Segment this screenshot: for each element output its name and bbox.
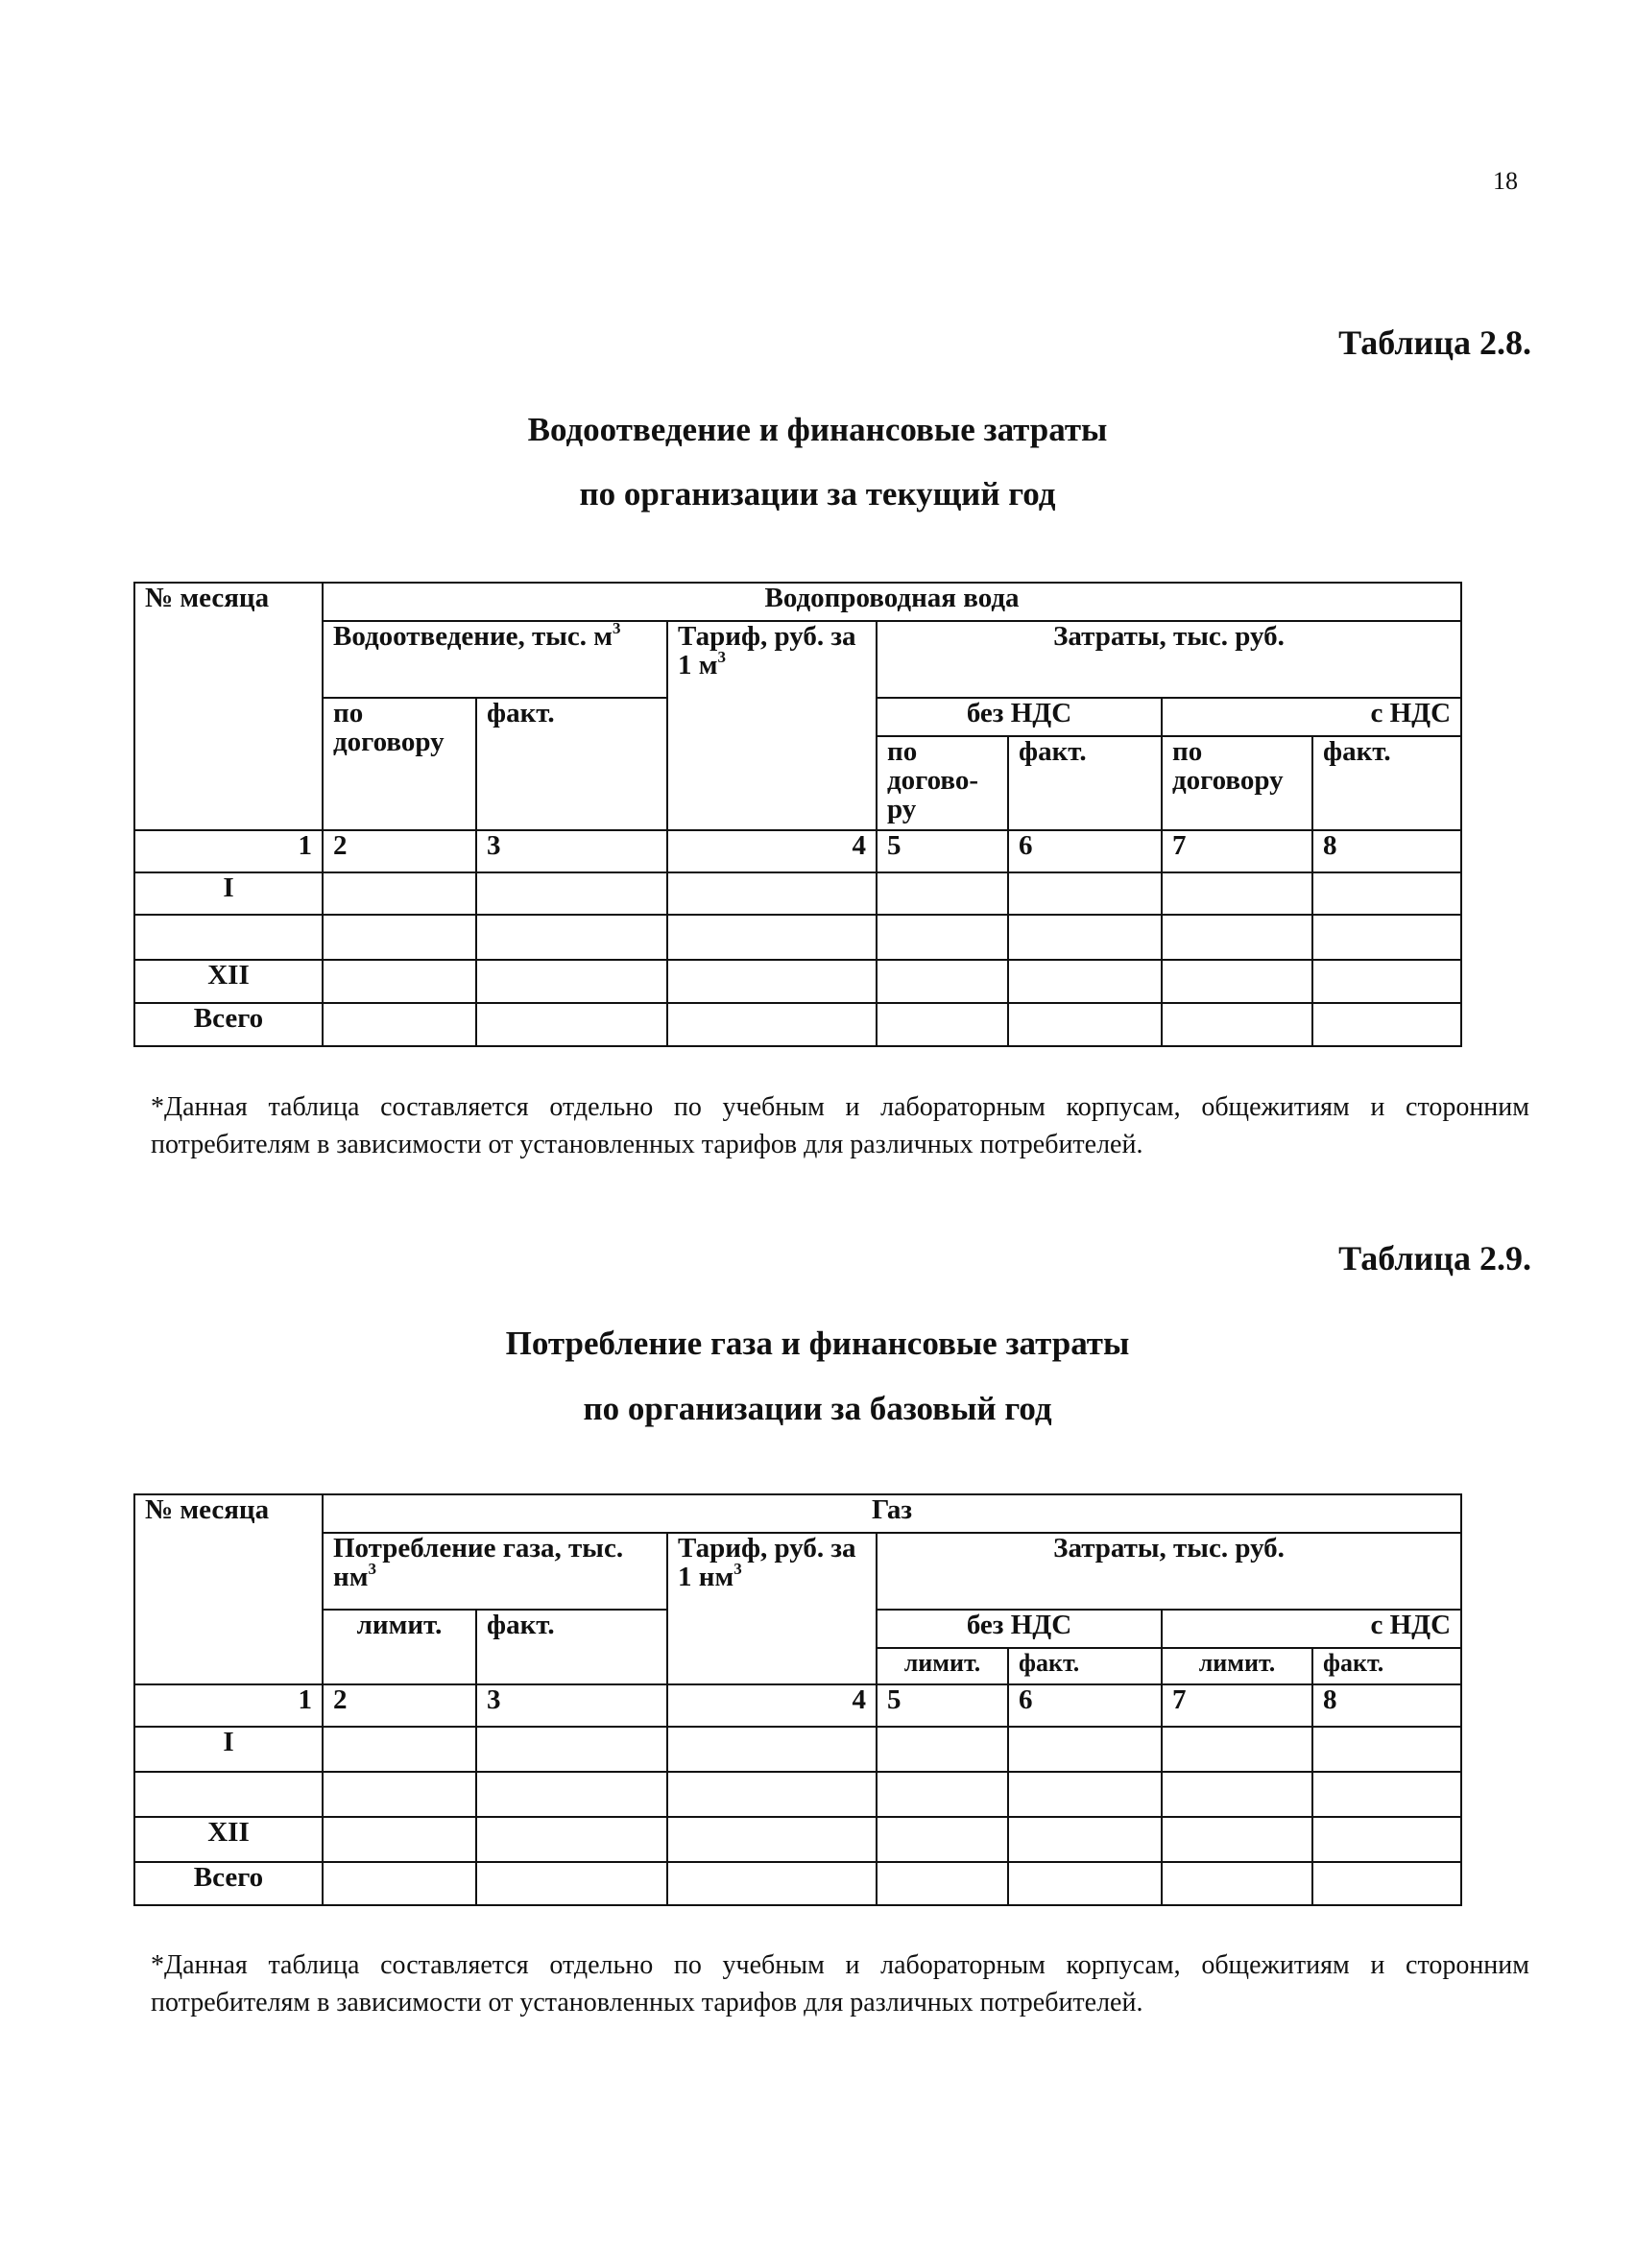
month-cell: XII (134, 960, 323, 1003)
month-cell: XII (134, 1817, 323, 1862)
data-cell (667, 1772, 877, 1817)
table-row (134, 872, 1461, 915)
data-cell (1162, 872, 1312, 915)
table-2-8-footnote: *Данная таблица составляется отдельно по учебным и лабораторным корпусам, общежитиям и сторонним потребителям в зависимости от установленных тарифов для различных потребителей. (151, 1092, 1529, 1159)
data-cell (1008, 1862, 1162, 1905)
costs-header: Затраты, тыс. руб. (877, 1533, 1461, 1610)
month-cell: I (134, 1727, 323, 1772)
column-number: 7 (1162, 830, 1312, 872)
table-row (134, 1817, 1461, 1862)
data-cell (667, 1727, 877, 1772)
data-cell (1008, 1817, 1162, 1862)
table-2-9-title-line1: Потребление газа и финансовые затраты (505, 1325, 1130, 1362)
data-cell (877, 1727, 1008, 1772)
data-cell (323, 1817, 476, 1862)
with-vat-fact-header: факт. (1312, 736, 1461, 830)
data-cell (1312, 915, 1461, 960)
costs-no-vat-header: без НДС (877, 698, 1162, 736)
table-2-8-title-line2: по организации за текущий год (579, 475, 1056, 513)
data-cell (476, 1817, 667, 1862)
total-cell: Всего (134, 1003, 323, 1046)
data-cell (476, 1862, 667, 1905)
column-number-row (134, 1684, 1461, 1727)
column-number: 6 (1008, 1684, 1162, 1727)
data-cell (1312, 1817, 1461, 1862)
table-row-total (134, 1003, 1461, 1046)
data-cell (476, 960, 667, 1003)
water-disposal-volume-header: Водоотведение, тыс. $м^3$ (323, 621, 667, 698)
table-2-9-footnote: *Данная таблица составляется отдельно по учебным и лабораторным корпусам, общежитиям и сторонним потребителям в зависимости от установленных тарифов для различных потребителей. (151, 1950, 1529, 2017)
data-cell (1162, 960, 1312, 1003)
gas-header: Газ (323, 1494, 1461, 1533)
data-cell (1162, 1727, 1312, 1772)
column-number: 3 (476, 1684, 667, 1727)
data-cell (323, 915, 476, 960)
table-2-8-title-line1: Водоотведение и финансовые затраты (527, 411, 1108, 448)
column-number-row (134, 830, 1461, 872)
data-cell (476, 1727, 667, 1772)
column-number: 4 (667, 1684, 877, 1727)
table-2-9-label: Таблица 2.9. (1338, 1239, 1531, 1277)
table-row-total (134, 1862, 1461, 1905)
costs-header: Затраты, тыс. руб. (877, 621, 1461, 698)
data-cell (1008, 915, 1162, 960)
data-cell (1312, 1003, 1461, 1046)
with-vat-fact-header: факт. (1312, 1648, 1461, 1684)
table-2-8-label: Таблица 2.8. (1338, 323, 1531, 362)
with-vat-limit-header: лимит. (1162, 1648, 1312, 1684)
data-cell (323, 1862, 476, 1905)
data-cell (1312, 872, 1461, 915)
data-cell (1162, 1772, 1312, 1817)
data-cell (323, 1003, 476, 1046)
column-number: 2 (323, 830, 476, 872)
data-cell (1008, 1003, 1162, 1046)
column-number: 2 (323, 1684, 476, 1727)
costs-with-vat-header: с НДС (1162, 698, 1461, 736)
costs-with-vat-header: с НДС (1162, 1610, 1461, 1648)
data-cell (877, 1862, 1008, 1905)
month-column-header: № месяца (134, 583, 323, 830)
column-number: 7 (1162, 1684, 1312, 1727)
no-vat-fact-header: факт. (1008, 736, 1162, 830)
tariff-header: Тариф, руб. за 1 $нм^3$ (667, 1533, 877, 1684)
column-number: 1 (134, 830, 323, 872)
gas-volume-header: Потребление газа, тыс. $нм^3$ (323, 1533, 667, 1610)
month-cell (134, 915, 323, 960)
column-number: 4 (667, 830, 877, 872)
data-cell (476, 872, 667, 915)
column-number: 1 (134, 1684, 323, 1727)
with-vat-by-contract-header: по договору (1162, 736, 1312, 830)
data-cell (476, 915, 667, 960)
data-cell (667, 915, 877, 960)
tariff-header: Тариф, руб. за 1 $м^3$ (667, 621, 877, 830)
no-vat-fact-header: факт. (1008, 1648, 1162, 1684)
data-cell (877, 872, 1008, 915)
page-number: 18 (1493, 167, 1518, 195)
data-cell (323, 1772, 476, 1817)
data-cell (667, 1817, 877, 1862)
data-cell (1008, 872, 1162, 915)
data-cell (1312, 1862, 1461, 1905)
data-cell (667, 1003, 877, 1046)
column-number: 5 (877, 830, 1008, 872)
no-vat-limit-header: лимит. (877, 1648, 1008, 1684)
data-cell (877, 915, 1008, 960)
volume-fact-header: факт. (476, 1610, 667, 1684)
data-cell (667, 872, 877, 915)
data-cell (667, 1862, 877, 1905)
data-cell (1162, 1862, 1312, 1905)
data-cell (1162, 1003, 1312, 1046)
water-supply-header: Водопроводная вода (323, 583, 1461, 621)
column-number: 8 (1312, 1684, 1461, 1727)
data-cell (1312, 1727, 1461, 1772)
gas-consumption-table (133, 1493, 1462, 1906)
data-cell (1162, 1817, 1312, 1862)
data-cell (877, 1817, 1008, 1862)
volume-fact-header: факт. (476, 698, 667, 830)
data-cell (1008, 1727, 1162, 1772)
data-cell (1162, 915, 1312, 960)
month-cell: I (134, 872, 323, 915)
table-row (134, 1772, 1461, 1817)
table-2-9-title-line2: по организации за базовый год (583, 1390, 1052, 1427)
data-cell (877, 1772, 1008, 1817)
data-cell (323, 960, 476, 1003)
data-cell (1312, 960, 1461, 1003)
total-cell: Всего (134, 1862, 323, 1905)
data-cell (476, 1772, 667, 1817)
data-cell (667, 960, 877, 1003)
table-row (134, 1727, 1461, 1772)
data-cell (877, 960, 1008, 1003)
no-vat-by-contract-header: по догово-ру (877, 736, 1008, 830)
table-row (134, 960, 1461, 1003)
water-disposal-table (133, 582, 1462, 1047)
month-column-header: № месяца (134, 1494, 323, 1684)
costs-no-vat-header: без НДС (877, 1610, 1162, 1648)
column-number: 3 (476, 830, 667, 872)
volume-by-contract-header: по договору (323, 698, 476, 830)
volume-limit-header: лимит. (323, 1610, 476, 1684)
table-row (134, 915, 1461, 960)
data-cell (1008, 960, 1162, 1003)
column-number: 5 (877, 1684, 1008, 1727)
data-cell (1312, 1772, 1461, 1817)
data-cell (323, 872, 476, 915)
data-cell (323, 1727, 476, 1772)
month-cell (134, 1772, 323, 1817)
data-cell (476, 1003, 667, 1046)
data-cell (1008, 1772, 1162, 1817)
data-cell (877, 1003, 1008, 1046)
column-number: 8 (1312, 830, 1461, 872)
column-number: 6 (1008, 830, 1162, 872)
